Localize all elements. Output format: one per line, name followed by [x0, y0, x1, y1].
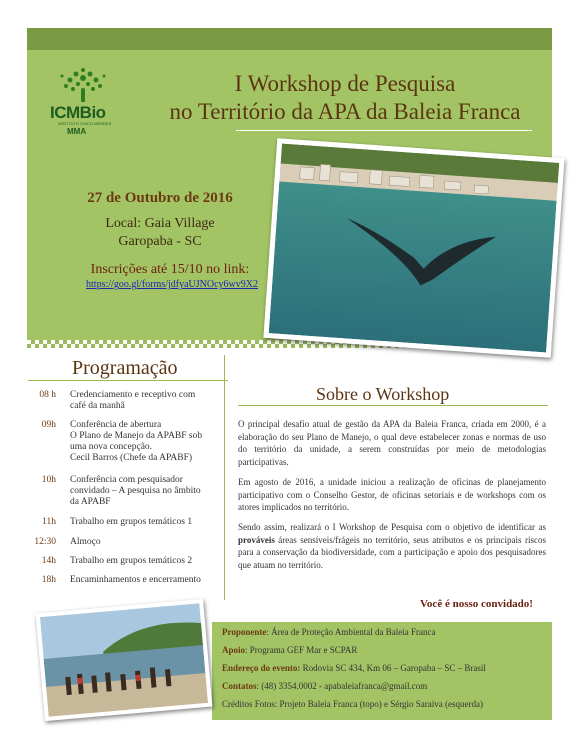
schedule-description: [70, 517, 230, 528]
mma-logo-text: MMA: [67, 127, 87, 136]
sobre-paragraph-1: O principal desafio atual de gestão da APA da Baleia Franca, criada em 2000, é a elaboração do seu Plano de Manejo, o qual deve estabelecer zonas e normas de uso do território da unidade, a serem construídas por meio de metodologias participativas.: [238, 419, 546, 467]
schedule-description: [70, 475, 230, 508]
sobre-underline: [238, 405, 548, 406]
registration-link[interactable]: https://goo.gl/forms/jdfyaUJNOcy6wv9X2: [86, 279, 258, 290]
registration-deadline: Inscrições até 15/10 no link:: [90, 262, 250, 277]
schedule-time: 14h: [41, 556, 56, 566]
icmbio-logo-text: ICMBio: [50, 103, 106, 122]
schedule-time: 12:30: [34, 537, 56, 547]
footer-label: Contatos: [222, 681, 257, 691]
footer-label: Endereço do evento:: [222, 663, 301, 673]
programacao-title: Programação: [72, 357, 178, 379]
schedule-line: da APABF: [70, 497, 111, 507]
footer-endereco: [222, 663, 486, 673]
schedule-description: [70, 537, 230, 548]
footer-label: Proponente: [222, 627, 267, 637]
title-line-1: I Workshop de Pesquisa: [234, 71, 456, 96]
schedule-time: 08 h: [39, 390, 56, 400]
schedule-description: [70, 390, 230, 412]
footer-value: : (48) 3354.0002 - apabaleiafranca@gmail.com: [256, 681, 428, 691]
footer-label: Apoio: [222, 645, 246, 655]
icmbio-logo-subtitle: INSTITUTO CHICO MENDES: [58, 121, 112, 126]
paragraph-text: Sendo assim, realizará o I Workshop de Pesquisa com o objetivo de identificar as: [238, 522, 546, 532]
schedule-line: Credenciamento e receptivo com: [70, 390, 196, 400]
title-line-2: no Território da APA da Baleia Franca: [169, 99, 521, 124]
title-underline: [236, 130, 532, 131]
page-title: [130, 70, 560, 126]
schedule-time: 11h: [42, 517, 56, 527]
footer-value: Rodovia SC 434, Km 06 – Garopaba – SC – Brasil: [300, 663, 486, 673]
emphasis-text: prováveis: [238, 534, 275, 545]
footer-value: : Área de Proteção Ambiental da Baleia Franca: [266, 627, 436, 637]
schedule-line: Conferência de abertura: [70, 420, 162, 430]
footer-proponente: [222, 627, 436, 637]
paragraph-text: áreas sensíveis/frágeis no território, seus atributos e os principais riscos para a conservação da biodiversidade, com a participação e apoio dos pesquisadores que atuam no território.: [238, 534, 546, 570]
schedule-time: 10h: [41, 475, 56, 485]
schedule-description: [70, 420, 230, 464]
footer-value: : Programa GEF Mar e SCPAR: [245, 645, 358, 655]
whale-tail-photo: [263, 138, 564, 358]
schedule-time: 18h: [41, 575, 56, 585]
schedule-line: O Plano de Manejo da APABF sob: [70, 431, 203, 441]
footer-creditos: Créditos Fotos: Projeto Baleia Franca (topo) e Sérgio Saraiva (esquerda): [222, 699, 484, 709]
schedule-line: Conferência com pesquisador: [70, 475, 183, 485]
schedule-time: 09h: [41, 420, 56, 430]
location-line-2: Garopaba - SC: [118, 234, 202, 249]
event-location: [60, 215, 260, 251]
location-line-1: Local: Gaia Village: [105, 216, 215, 231]
schedule-line: café da manhã: [70, 401, 125, 411]
schedule-line: Almoço: [70, 537, 101, 547]
sobre-title: Sobre o Workshop: [316, 384, 450, 404]
fishermen-beach-photo: [36, 599, 213, 721]
schedule-line: Cecil Barros (Chefe da APABF): [70, 453, 193, 463]
event-date: 27 de Outubro de 2016: [87, 190, 233, 206]
schedule-line: Encaminhamentos e encerramento: [70, 575, 201, 585]
schedule-description: [70, 575, 230, 586]
footer-contatos: [222, 681, 427, 691]
schedule-line: convidado – A pesquisa no âmbito: [70, 486, 201, 496]
sobre-paragraph-3: [238, 521, 546, 571]
schedule-line: uma nova concepção.: [70, 442, 153, 452]
programacao-underline: [28, 380, 228, 381]
schedule-line: Trabalho em grupos temáticos 1: [70, 517, 193, 527]
footer-apoio: [222, 645, 357, 655]
invitation-text: Você é nosso convidado!: [420, 598, 533, 610]
top-bar: [27, 28, 552, 50]
sobre-paragraph-2: Em agosto de 2016, a unidade iniciou a realização de oficinas de planejamento participativo com o Conselho Gestor, de oficinas setoriais e de workshops com os atores implicados no território.: [238, 477, 546, 512]
schedule-description: [70, 556, 230, 567]
schedule-line: Trabalho em grupos temáticos 2: [70, 556, 193, 566]
